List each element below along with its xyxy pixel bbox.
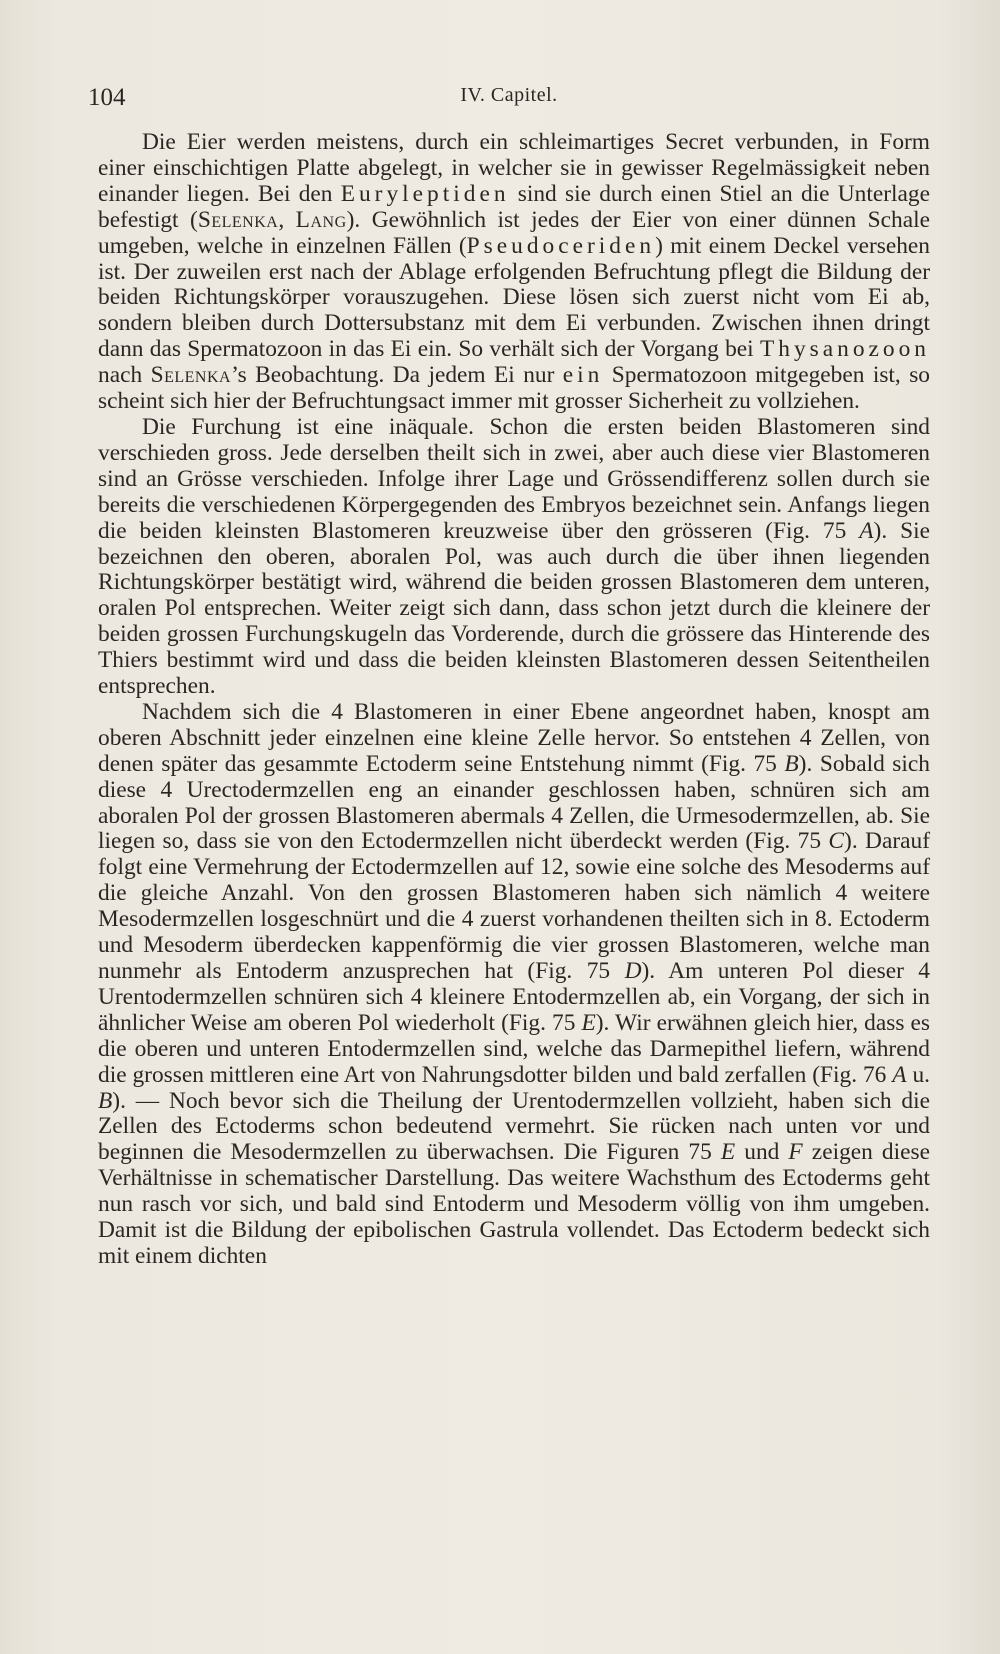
styled-text-run: Lang <box>295 206 347 233</box>
text-run: u. <box>906 1061 930 1088</box>
styled-text-run: D <box>624 958 642 984</box>
page-header <box>88 84 930 124</box>
styled-text-run: C <box>828 828 845 855</box>
text-run: Die Eier werden meistens, durch ein schleimartiges Secret verbunden, in Form einer einschichtigen Platte abgelegt, in welcher sie in gewisser Regelmässigkeit neben einander liegen. Bei den <box>98 129 930 207</box>
paragraph <box>98 700 930 1270</box>
text-run: sind sie durch einen Stiel an die Unterlage befestigt ( <box>98 180 931 233</box>
paragraph <box>98 130 930 415</box>
running-head: IV. Capitel. <box>460 84 558 106</box>
styled-text-run: B <box>784 750 799 777</box>
text-run: ). Am unteren Pol dieser 4 Urentodermzellen schnüren sich 4 kleinere Entodermzellen ab, ein Vorgang, der sich in ähnlicher Weise am oberen Pol wiederholt (Fig. 75 <box>98 958 930 1036</box>
text-run: Nachdem sich die 4 Blastomeren in einer Ebene angeordnet haben, knospt am oberen Abschnitt jeder einzelnen eine kleine Zelle hervor. So entstehen 4 Zellen, von denen später das gesammte Ectoderm seine Entstehung nimmt (Fig. 75 <box>98 698 930 777</box>
text-run: Spermatozoon mitgegeben ist, so scheint sich hier der Befruchtungsact immer mit grosser Sicherheit zu vollziehen. <box>98 362 930 415</box>
text-run: nach <box>98 362 151 389</box>
styled-text-run: B <box>98 1087 113 1114</box>
styled-text-run: E <box>581 1009 596 1036</box>
text-run: ). Sie bezeichnen den oberen, aboralen Pol, was auch durch die über ihnen liegenden Richtungskörper bestätigt wird, während die beiden grossen Blastomeren dem unteren, oralen Pol entsprechen. Weiter zeigt sich dann, dass schon jetzt durch die kleinere der beiden grossen Furchungskugeln das Vorderende, durch die grössere das Hinterende des Thiers bestimmt wird und dass die beiden kleinsten Blastomeren dessen Seitentheilen entsprechen. <box>98 517 930 700</box>
text-run: und <box>735 1139 789 1166</box>
styled-text-run: Selenka <box>197 206 279 233</box>
page-number: 104 <box>88 84 126 111</box>
styled-text-run: Pseudoceriden <box>466 232 656 259</box>
text-run: Die Furchung ist eine inäquale. Schon die ersten beiden Blastomeren sind verschieden gross. Jede derselben theilt sich in zwei, aber auch diese vier Blastomeren sind an Grösse verschieden. Infolge ihrer Lage und Grössendifferenz sollen durch sie bereits die verschiedenen Körpergegenden des Embryos bezeichnet sein. Anfangs liegen die beiden kleinsten Blastomeren kreuzweise über den grösseren (Fig. 75 <box>98 413 930 544</box>
text-run: ). Wir erwähnen gleich hier, dass es die oberen und unteren Entodermzellen sind, welche das Darmepithel liefern, während die grossen mittleren eine Art von Nahrungsdotter bilden und bald zerfallen (Fig. 76 <box>98 1009 930 1088</box>
styled-text-run: A <box>892 1061 907 1088</box>
text-run: , <box>278 206 296 233</box>
styled-text-run: E <box>720 1139 736 1166</box>
text-run: ). Sobald sich diese 4 Urectodermzellen eng an einander geschlossen haben, schnüren sich am aboralen Pol der grossen Blastomeren abermals 4 Zellen, die Urmesodermzellen, ab. Sie liegen so, dass sie von den Ectodermzellen nicht überdeckt werden (Fig. 75 <box>98 750 930 855</box>
paragraph <box>98 415 930 700</box>
styled-text-run: F <box>788 1139 803 1166</box>
text-run: ). Darauf folgt eine Vermehrung der Ectodermzellen auf 12, sowie eine solche des Mesoderms auf die gleiche Anzahl. Von den grossen Blastomeren haben sich nämlich 4 weitere Mesodermzellen losgeschnürt und die 4 zuerst vorhandenen theilten sich in 8. Ectoderm und Mesoderm überdecken kappenförmig die vier grossen Blastomeren, welche man nunmehr als Entoderm anzusprechen hat (Fig. 75 <box>98 828 930 984</box>
styled-text-run: Thysanozoon <box>759 336 930 363</box>
text-run: ) mit einem Deckel versehen ist. Der zuweilen erst nach der Ablage erfolgenden Befruchtung pflegt die Bildung der beiden Richtungskörper vorauszugehen. Diese lösen sich zuerst nicht vom Ei ab, sondern bleiben durch Dottersubstanz mit dem Ei verbunden. Zwischen ihnen dringt dann das Spermatozoon in das Ei ein. So verhält sich der Vorgang bei <box>98 232 930 363</box>
styled-text-run: Selenka <box>150 362 232 389</box>
body-text <box>98 130 930 1270</box>
styled-text-run: Euryleptiden <box>340 180 510 207</box>
styled-text-run: A <box>859 517 874 544</box>
text-run: ). — Noch bevor sich die Theilung der Urentodermzellen vollzieht, haben sich die Zellen des Ectoderms schon bedeutend vermehrt. Sie rücken nach unten vor und beginnen die Mesodermzellen zu überwachsen. Die Figuren 75 <box>98 1087 930 1166</box>
text-run: ’s Beobachtung. Da jedem Ei nur <box>231 362 563 389</box>
text-run: zeigen diese Verhältnisse in schematischer Darstellung. Das weitere Wachsthum des Ectoderms geht nun rasch vor sich, und bald sind Entoderm und Mesoderm völlig von ihm umgeben. Damit ist die Bildung der epibolischen Gastrula vollendet. Das Ectoderm bedeckt sich mit einem dichten <box>98 1139 930 1269</box>
text-run: ). Gewöhnlich ist jedes der Eier von einer dünnen Schale umgeben, welche in einzelnen Fällen ( <box>98 206 930 259</box>
styled-text-run: ein <box>562 362 604 389</box>
